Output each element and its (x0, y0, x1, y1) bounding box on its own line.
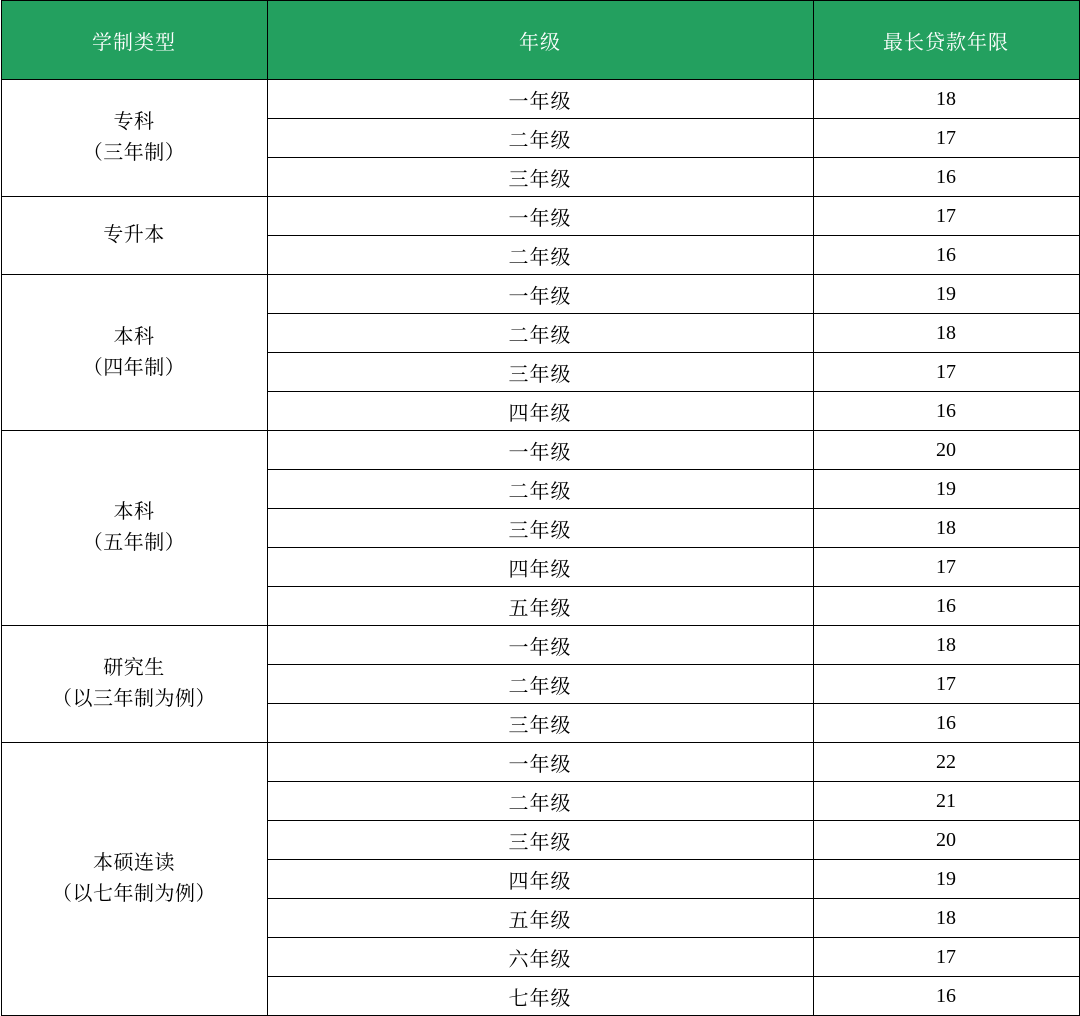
grade-cell: 四年级 (267, 392, 813, 431)
table-row (1, 626, 1079, 665)
table-row (1, 197, 1079, 236)
max-loan-years-cell: 18 (813, 314, 1079, 353)
grade-cell: 一年级 (267, 80, 813, 119)
school-type-cell (1, 275, 267, 431)
loan-term-table (1, 0, 1080, 1016)
school-type-line: 本硕连读 (93, 852, 175, 874)
school-type-cell (1, 626, 267, 743)
max-loan-years-cell: 18 (813, 899, 1079, 938)
max-loan-years-cell: 21 (813, 782, 1079, 821)
max-loan-years-cell: 17 (813, 665, 1079, 704)
school-type-line: （以七年制为例） (52, 883, 216, 905)
grade-cell: 四年级 (267, 548, 813, 587)
school-type-line: （五年制） (82, 532, 186, 554)
school-type-line: 专升本 (103, 224, 165, 246)
grade-cell: 三年级 (267, 821, 813, 860)
header-cell-type: 学制类型 (1, 1, 267, 80)
max-loan-years-cell: 17 (813, 119, 1079, 158)
max-loan-years-cell: 17 (813, 197, 1079, 236)
table-row (1, 80, 1079, 119)
grade-cell: 二年级 (267, 236, 813, 275)
school-type-cell (1, 80, 267, 197)
table-body (1, 80, 1079, 1016)
grade-cell: 五年级 (267, 899, 813, 938)
max-loan-years-cell: 22 (813, 743, 1079, 782)
grade-cell: 一年级 (267, 626, 813, 665)
grade-cell: 二年级 (267, 119, 813, 158)
header-cell-grade: 年级 (267, 1, 813, 80)
header-cell-years: 最长贷款年限 (813, 1, 1079, 80)
table-row (1, 275, 1079, 314)
grade-cell: 一年级 (267, 275, 813, 314)
max-loan-years-cell: 19 (813, 860, 1079, 899)
grade-cell: 三年级 (267, 509, 813, 548)
grade-cell: 二年级 (267, 314, 813, 353)
max-loan-years-cell: 17 (813, 938, 1079, 977)
school-type-line: （三年制） (82, 142, 186, 164)
school-type-line: 专科 (113, 111, 155, 133)
max-loan-years-cell: 16 (813, 158, 1079, 197)
school-type-cell (1, 197, 267, 275)
grade-cell: 一年级 (267, 431, 813, 470)
max-loan-years-cell: 20 (813, 431, 1079, 470)
grade-cell: 五年级 (267, 587, 813, 626)
school-type-line: （四年制） (82, 356, 186, 379)
max-loan-years-cell: 18 (813, 509, 1079, 548)
grade-cell: 四年级 (267, 860, 813, 899)
grade-cell: 二年级 (267, 665, 813, 704)
max-loan-years-cell: 16 (813, 236, 1079, 275)
school-type-line: 本科 (113, 325, 155, 348)
max-loan-years-cell: 17 (813, 548, 1079, 587)
school-type-cell (1, 743, 267, 1016)
school-type-line: 本科 (113, 501, 155, 523)
grade-cell: 七年级 (267, 977, 813, 1016)
max-loan-years-cell: 19 (813, 275, 1079, 314)
max-loan-years-cell: 16 (813, 704, 1079, 743)
max-loan-years-cell: 20 (813, 821, 1079, 860)
grade-cell: 三年级 (267, 704, 813, 743)
grade-cell: 三年级 (267, 158, 813, 197)
grade-cell: 六年级 (267, 938, 813, 977)
grade-cell: 一年级 (267, 743, 813, 782)
max-loan-years-cell: 18 (813, 80, 1079, 119)
grade-cell: 三年级 (267, 353, 813, 392)
max-loan-years-cell: 18 (813, 626, 1079, 665)
grade-cell: 二年级 (267, 782, 813, 821)
max-loan-years-cell: 16 (813, 977, 1079, 1016)
table-row (1, 431, 1079, 470)
grade-cell: 二年级 (267, 470, 813, 509)
grade-cell: 一年级 (267, 197, 813, 236)
school-type-line: 研究生 (103, 657, 165, 679)
school-type-cell (1, 431, 267, 626)
table-header (1, 1, 1079, 80)
max-loan-years-cell: 16 (813, 392, 1079, 431)
table-header-row (1, 1, 1079, 80)
max-loan-years-cell: 16 (813, 587, 1079, 626)
school-type-line: （以三年制为例） (52, 688, 216, 710)
max-loan-years-cell: 19 (813, 470, 1079, 509)
max-loan-years-cell: 17 (813, 353, 1079, 392)
table-row (1, 743, 1079, 782)
